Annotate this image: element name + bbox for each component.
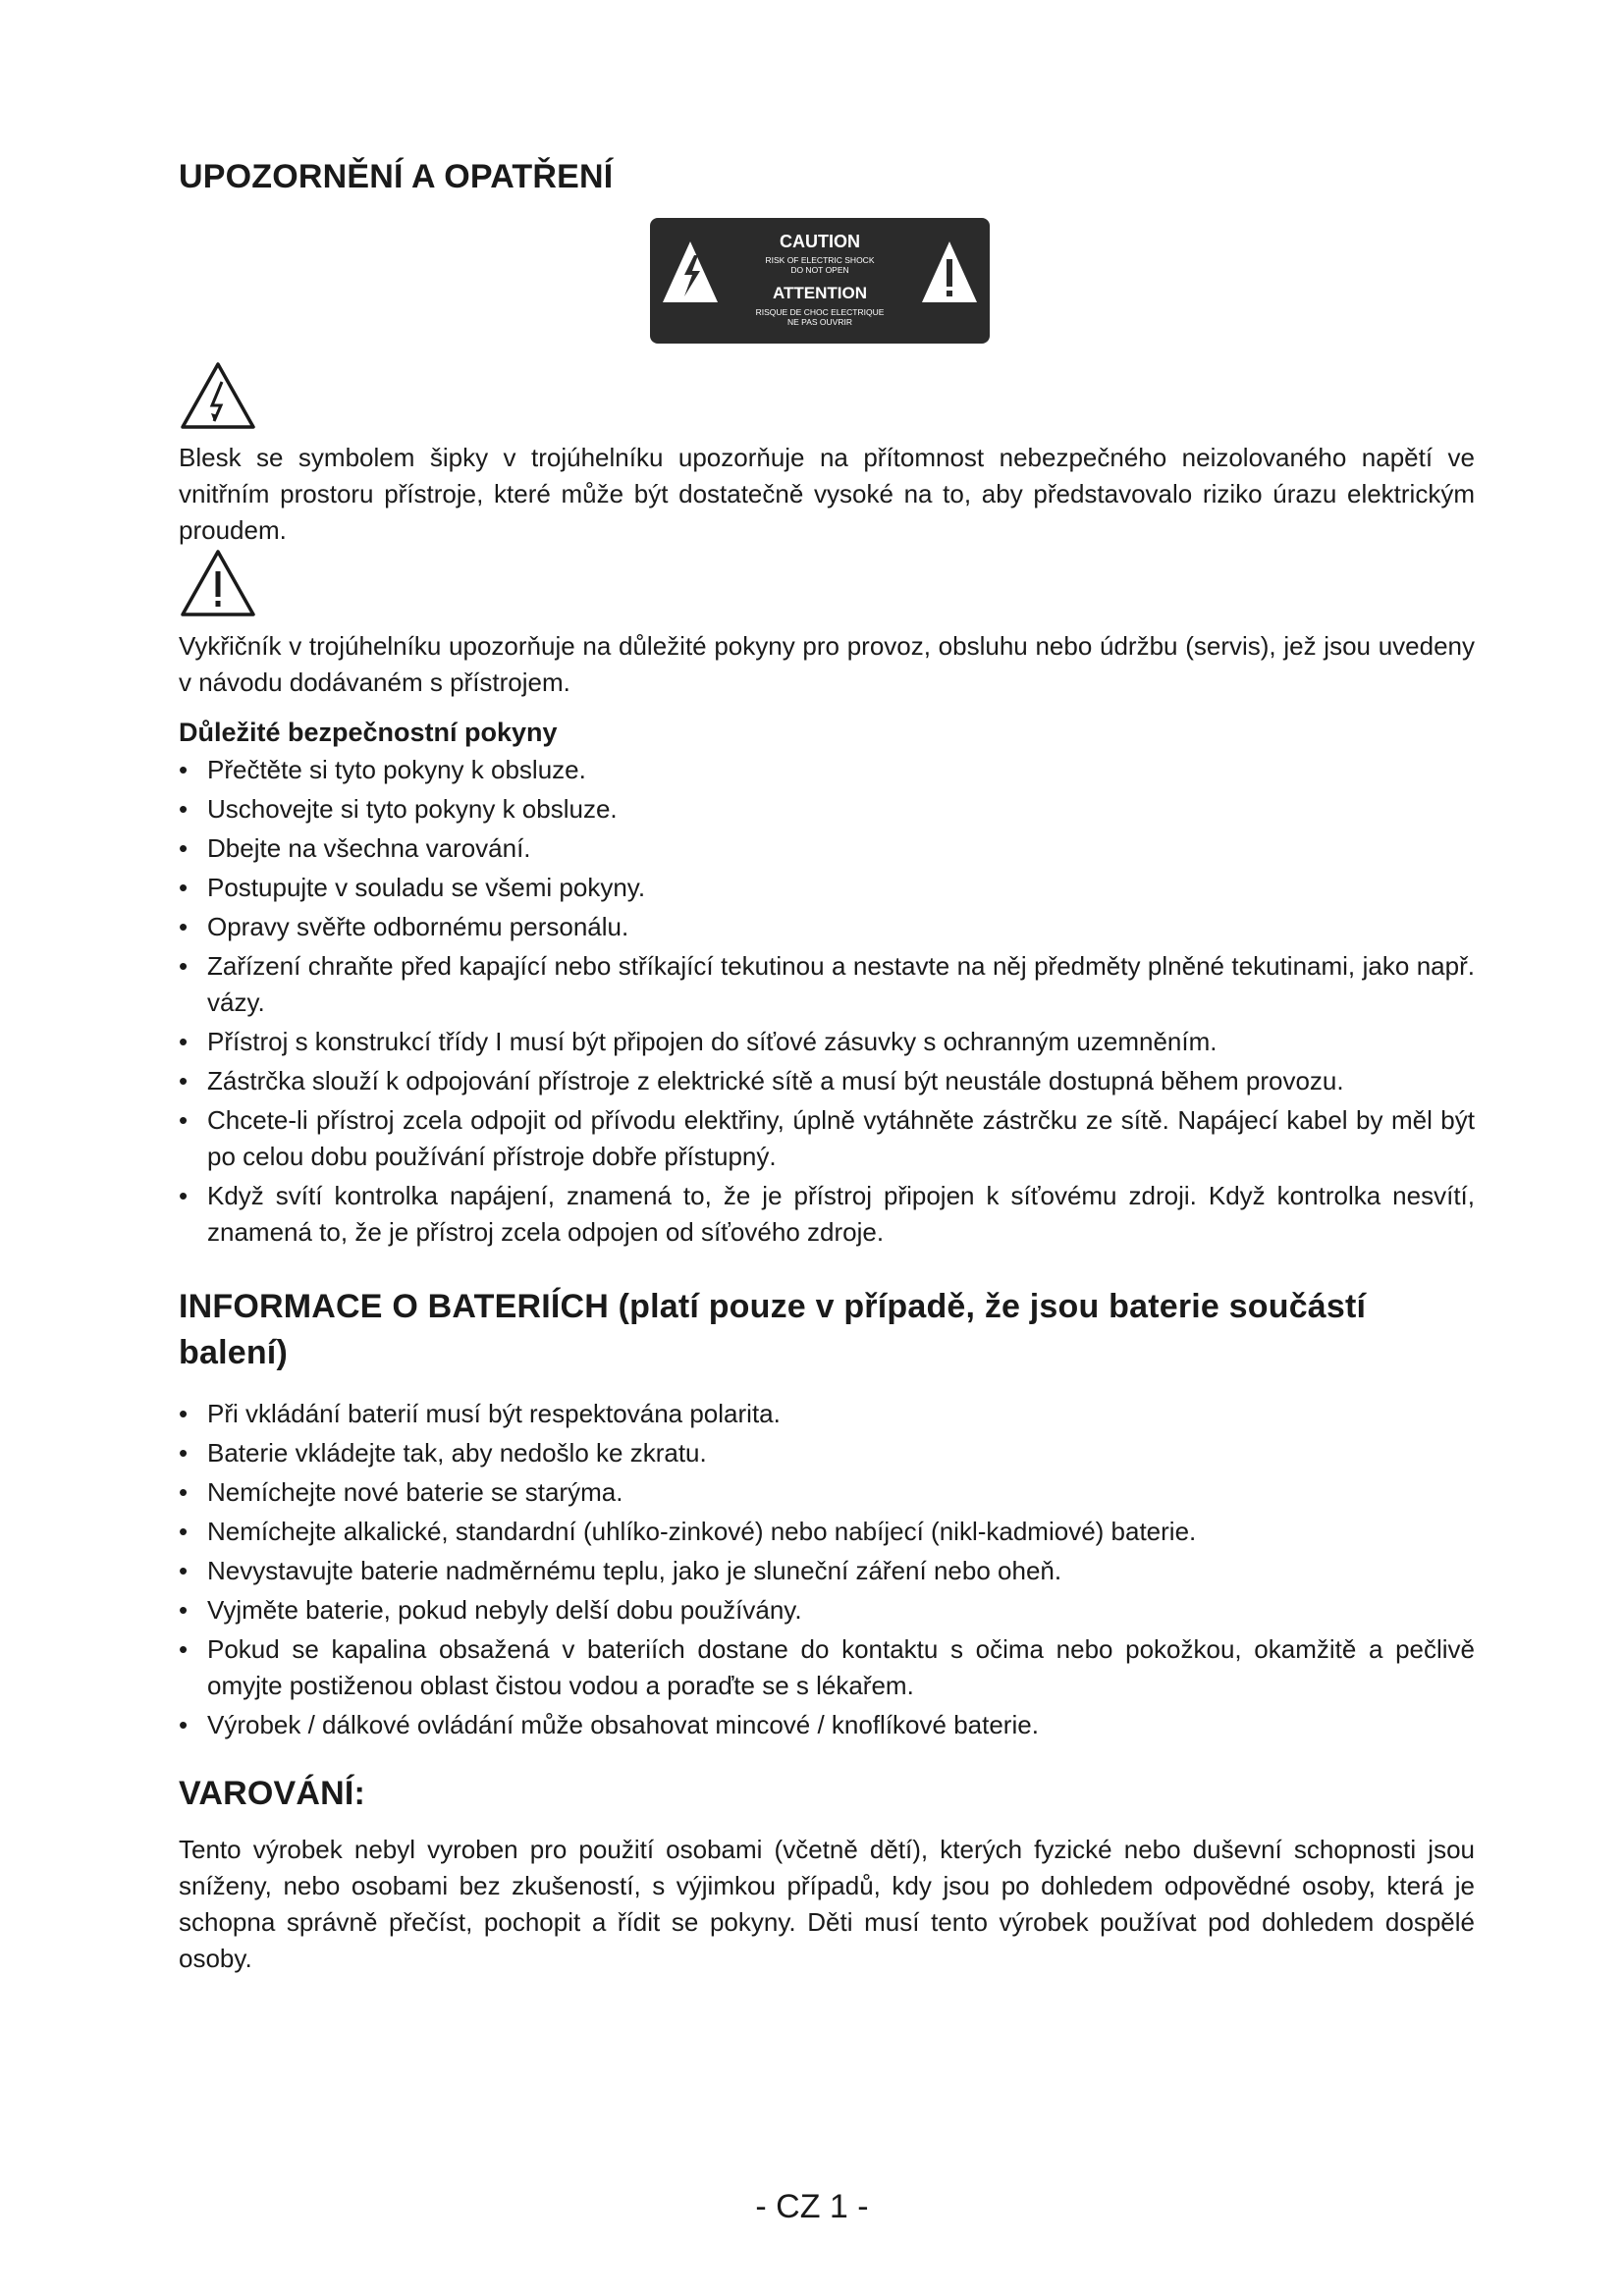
exclamation-warning-icon — [179, 548, 257, 618]
bullet-icon: • — [179, 912, 189, 941]
section-title-warning: VAROVÁNÍ: — [179, 1775, 366, 1812]
list-item: • Nemíchejte alkalické, standardní (uhlíko-zinkové) nebo nabíjecí (nikl-kadmiové) baterie. — [179, 1514, 1475, 1550]
bullet-icon: • — [179, 873, 189, 902]
list-item: • Uschovejte si tyto pokyny k obsluze. — [179, 791, 1475, 828]
caution-text: CAUTION — [780, 232, 860, 251]
bullet-icon: • — [179, 1399, 189, 1428]
list-item: • Opravy svěřte odbornému personálu. — [179, 909, 1475, 945]
risk-en-text-2: DO NOT OPEN — [790, 265, 849, 275]
risk-fr-text-2: NE PAS OUVRIR — [787, 317, 852, 327]
bullet-icon: • — [179, 1181, 189, 1210]
safety-instructions-list — [179, 752, 1475, 1251]
list-item: • Výrobek / dálkové ovládání může obsahovat mincové / knoflíkové baterie. — [179, 1707, 1475, 1743]
list-item: • Při vkládání baterií musí být respektována polarita. — [179, 1396, 1475, 1432]
bullet-icon: • — [179, 1634, 189, 1664]
section-title-batteries: INFORMACE O BATERIÍCH (platí pouze v případě, že jsou baterie součástí balení) — [179, 1288, 1367, 1371]
bullet-icon: • — [179, 755, 189, 784]
risk-en-text-1: RISK OF ELECTRIC SHOCK — [765, 255, 875, 265]
list-item: • Vyjměte baterie, pokud nebyly delší dobu používány. — [179, 1592, 1475, 1629]
list-item: • Nevystavujte baterie nadměrnému teplu, jako je sluneční záření nebo oheň. — [179, 1553, 1475, 1589]
list-item: • Zařízení chraňte před kapající nebo stříkající tekutinou a nestavte na něj předměty plněné tekutinami, jako např. vázy. — [179, 948, 1475, 1021]
list-item: • Když svítí kontrolka napájení, znamená to, že je přístroj připojen k síťovému zdroji. Když kontrolka nesvítí, znamená to, že je přístroj zcela odpojen od síťového zdroje. — [179, 1178, 1475, 1251]
bullet-icon: • — [179, 1105, 189, 1135]
lightning-warning-icon — [179, 360, 257, 431]
battery-info-list — [179, 1396, 1475, 1743]
list-item: • Přečtěte si tyto pokyny k obsluze. — [179, 752, 1475, 788]
bullet-icon: • — [179, 833, 189, 863]
warning-description: Tento výrobek nebyl vyroben pro použití osobami (včetně dětí), kterých fyzické nebo duševní schopnosti jsou sníženy, nebo osobami bez zkušeností, s výjimkou případů, kdy jsou po dohledem odpovědné osoby, která je schopna správně přečíst, pochopit a řídit se pokyny. Děti musí tento výrobek používat pod dohledem dospělé osoby. — [179, 1835, 1475, 1973]
list-item: • Baterie vkládejte tak, aby nedošlo ke zkratu. — [179, 1435, 1475, 1471]
list-item: • Nemíchejte nové baterie se starýma. — [179, 1474, 1475, 1511]
bullet-icon: • — [179, 1710, 189, 1739]
list-item: • Pokud se kapalina obsažená v bateriích dostane do kontaktu s očima nebo pokožkou, okamžitě a pečlivě omyjte postiženou oblast čistou vodou a poraďte se s lékařem. — [179, 1631, 1475, 1704]
bullet-icon: • — [179, 1027, 189, 1056]
caution-label-graphic — [650, 218, 990, 344]
bullet-icon: • — [179, 1477, 189, 1507]
caution-label — [650, 218, 990, 344]
bullet-icon: • — [179, 1438, 189, 1468]
list-item: • Dbejte na všechna varování. — [179, 830, 1475, 867]
exclamation-description: Vykřičník v trojúhelníku upozorňuje na důležité pokyny pro provoz, obsluhu nebo údržbu (servis), jež jsou uvedeny v návodu dodávaném s přístrojem. — [179, 631, 1475, 697]
bullet-icon: • — [179, 1066, 189, 1095]
list-item: • Zástrčka slouží k odpojování přístroje z elektrické sítě a musí být neustále dostupná během provozu. — [179, 1063, 1475, 1099]
attention-text: ATTENTION — [772, 284, 868, 302]
safety-instructions-heading: Důležité bezpečnostní pokyny — [179, 718, 558, 747]
section-title-warnings: UPOZORNĚNÍ A OPATŘENÍ — [179, 158, 614, 195]
bullet-icon: • — [179, 1556, 189, 1585]
risk-fr-text-1: RISQUE DE CHOC ELECTRIQUE — [755, 307, 885, 317]
page-number: - CZ 1 - — [755, 2188, 869, 2225]
bullet-icon: • — [179, 1595, 189, 1625]
list-item: • Postupujte v souladu se všemi pokyny. — [179, 870, 1475, 906]
bullet-icon: • — [179, 951, 189, 981]
bullet-icon: • — [179, 794, 189, 824]
list-item: • Chcete-li přístroj zcela odpojit od přívodu elektřiny, úplně vytáhněte zástrčku ze sítě. Napájecí kabel by měl být po celou dobu používání přístroje dobře přístupný. — [179, 1102, 1475, 1175]
lightning-description: Blesk se symbolem šipky v trojúhelníku upozorňuje na přítomnost nebezpečného neizolovaného napětí ve vnitřním prostoru přístroje, které může být dostatečně vysoké na to, aby představovalo riziko úrazu elektrickým proudem. — [179, 443, 1475, 545]
bullet-icon: • — [179, 1517, 189, 1546]
list-item: • Přístroj s konstrukcí třídy I musí být připojen do síťové zásuvky s ochranným uzemněním. — [179, 1024, 1475, 1060]
